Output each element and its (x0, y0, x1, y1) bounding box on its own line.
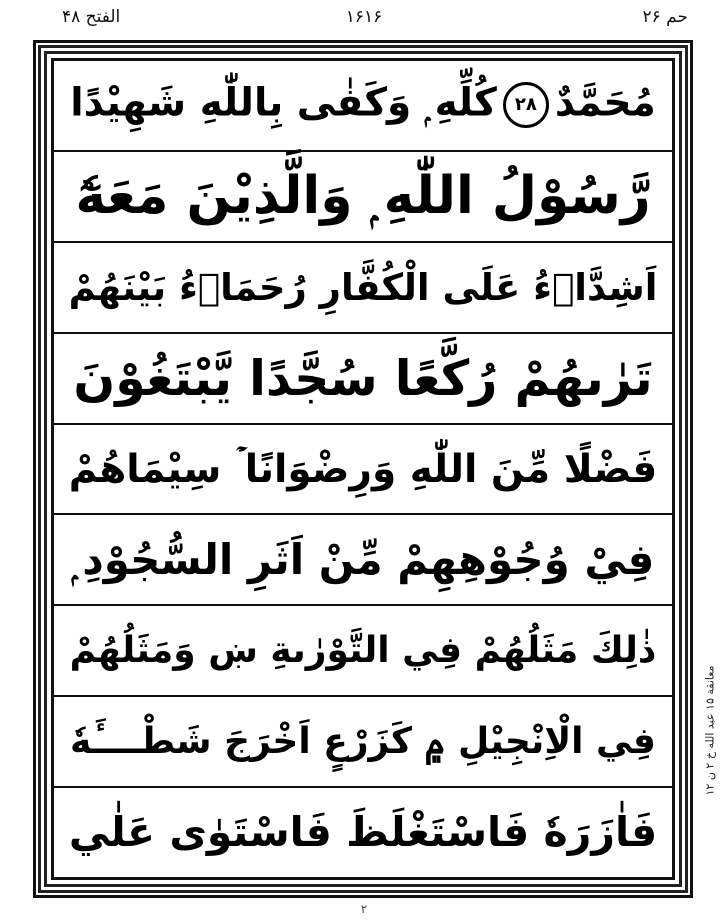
verse-segment: فِي الْاِنْجِيْلِ ۾ كَزَرْعٍ اَخْرَجَ شَطْــــَٔهٗ (70, 720, 656, 762)
quran-text-block (54, 61, 672, 877)
line-text (73, 349, 653, 407)
text-line (54, 61, 672, 152)
line-text (70, 82, 656, 128)
line-text (71, 534, 655, 584)
footer-mark: ۲ (360, 902, 368, 916)
line-text (69, 629, 657, 671)
line-text (70, 720, 656, 762)
surah-name-header: الفتح ۴۸ (62, 7, 121, 27)
verse-segment: مُحَمَّدٌ (554, 80, 656, 126)
line-text (68, 446, 658, 492)
text-line (54, 788, 672, 877)
juz-name-header: حم ۲۶ (642, 7, 688, 27)
ayah-number-marker: ۲۸ (503, 82, 549, 128)
line-text (68, 265, 658, 309)
text-line (54, 697, 672, 788)
verse-segment: كُلِّهِ ۭ وَكَفٰى بِاللّٰهِ شَهِيْدًا (70, 80, 497, 126)
text-line (54, 515, 672, 606)
text-line (54, 425, 672, 516)
text-line (54, 606, 672, 697)
verse-segment: فَضْلًا مِّنَ اللّٰهِ وَرِضْوَانًا ۡ سِيْمَاهُمْ (68, 446, 658, 492)
verse-segment: اَشِدَّاۗءُ عَلَى الْكُفَّارِ رُحَمَاۗءُ بَيْنَهُمْ (68, 265, 658, 309)
verse-segment: فِيْ وُجُوْهِهِمْ مِّنْ اَثَرِ السُّجُوْدِ ۭ (71, 534, 655, 584)
text-line (54, 334, 672, 425)
verse-segment: تَرٰىهُمْ رُكَّعًا سُجَّدًا يَّبْتَغُوْنَ (73, 349, 653, 407)
verse-segment: ذٰلِكَ مَثَلُهُمْ فِي التَّوْرٰىةِ ښ وَمَثَلُهُمْ (69, 629, 657, 671)
verse-segment: فَاٰزَرَهٗ فَاسْتَغْلَظَ فَاسْتَوٰى عَلٰي (68, 808, 658, 857)
text-line (54, 152, 672, 243)
text-line (54, 243, 672, 334)
margin-note (692, 600, 728, 860)
line-text (68, 808, 658, 857)
line-text (75, 166, 651, 227)
margin-note-text: معانقة ۱۵ عبد الله خ ۲ ن ۱۲ (703, 665, 717, 795)
verse-segment: رَّسُوْلُ اللّٰهِ ۭ وَالَّذِيْنَ مَعَهٗٓ (75, 166, 651, 227)
page-number: ۱۶۱۶ (345, 7, 383, 27)
